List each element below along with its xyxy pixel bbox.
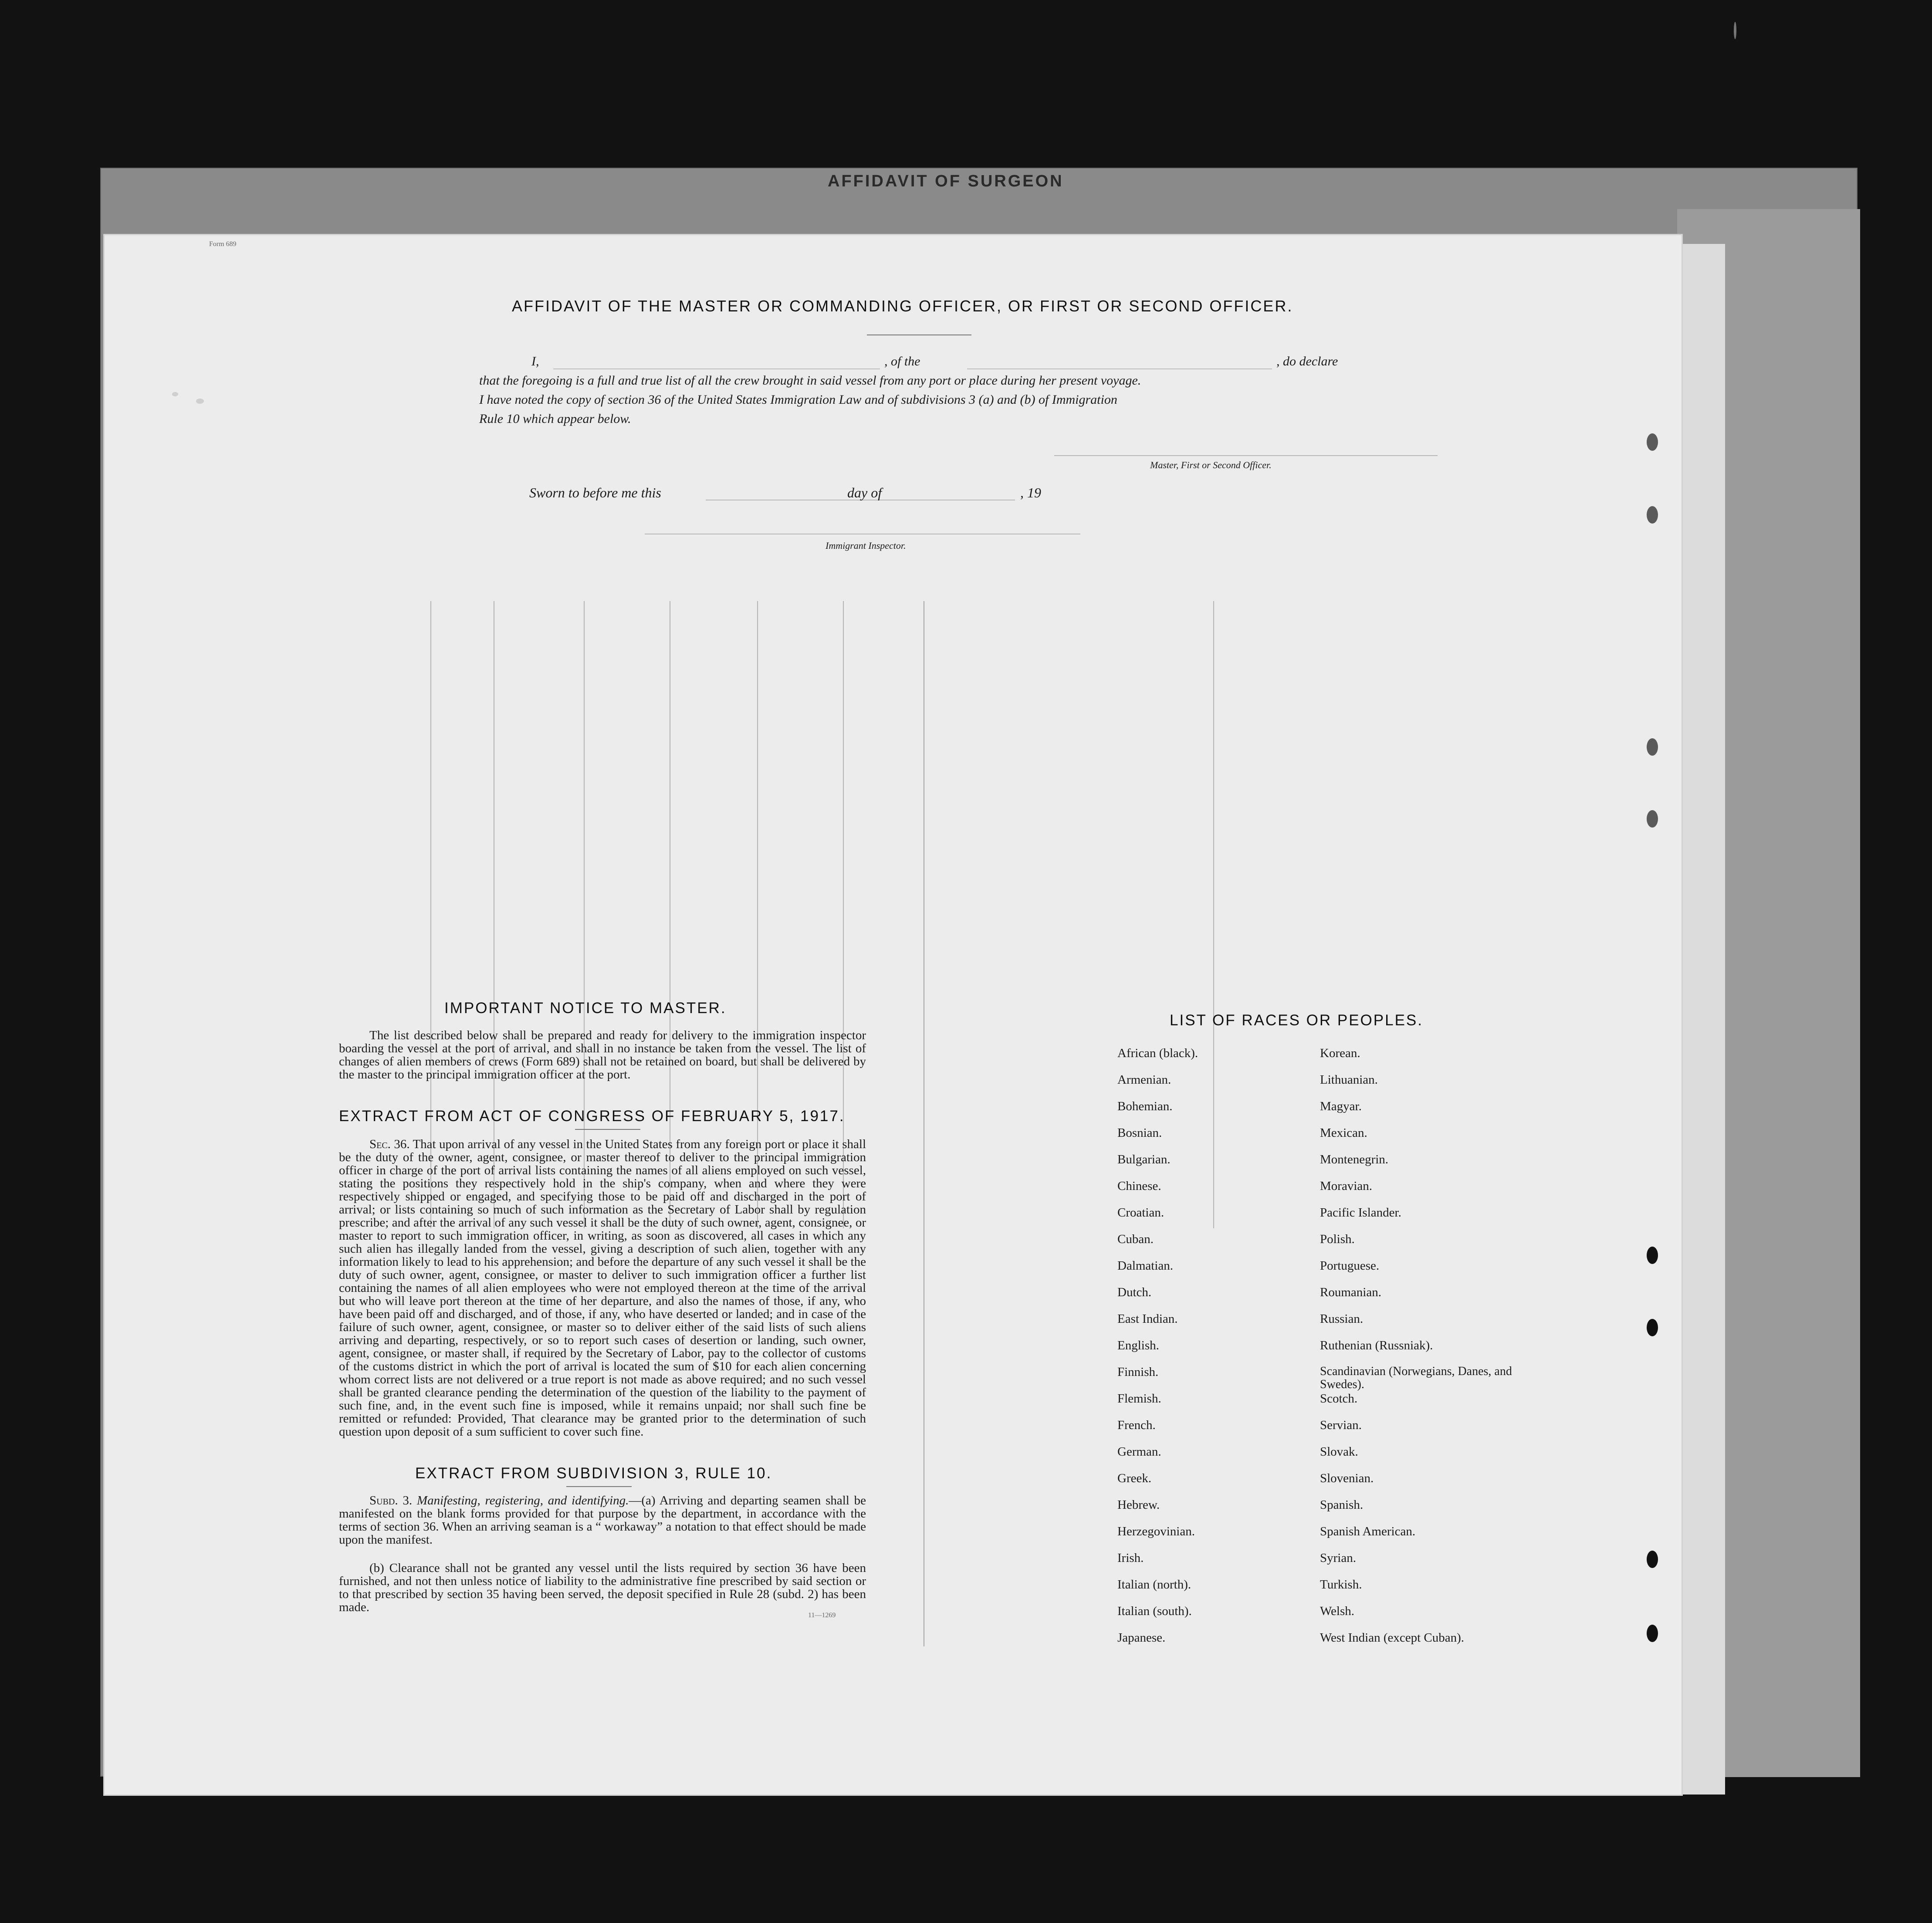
race-item: Greek. xyxy=(1117,1471,1152,1485)
subd-3-heading: Manifesting, registering, and identifying. xyxy=(416,1494,629,1507)
race-item: Roumanian. xyxy=(1320,1285,1381,1299)
binder-hole xyxy=(1647,1551,1658,1568)
extract-rule-body-a xyxy=(339,1494,866,1546)
name-blank xyxy=(553,368,880,369)
race-item: Spanish. xyxy=(1320,1498,1364,1512)
race-item: Italian (south). xyxy=(1117,1604,1192,1618)
declaration-line-2: that the foregoing is a full and true list of all the crew brought in said vessel from any port or place during her present voyage. xyxy=(479,373,1141,388)
binder-hole xyxy=(1647,1625,1658,1642)
race-item: English. xyxy=(1117,1338,1159,1352)
underlying-form-title: AFFIDAVIT OF SURGEON xyxy=(828,172,1064,190)
races-title: LIST OF RACES OR PEOPLES. xyxy=(1170,1012,1424,1029)
race-item: African (black). xyxy=(1117,1046,1198,1060)
race-item: Turkish. xyxy=(1320,1578,1362,1592)
race-item: Bosnian. xyxy=(1117,1126,1162,1140)
race-item: Flemish. xyxy=(1117,1392,1161,1406)
race-item: Dutch. xyxy=(1117,1285,1152,1299)
race-item: Ruthenian (Russniak). xyxy=(1320,1338,1433,1352)
race-item: West Indian (except Cuban). xyxy=(1320,1631,1465,1645)
race-item: French. xyxy=(1117,1418,1156,1432)
race-item: East Indian. xyxy=(1117,1312,1178,1326)
race-item: Scotch. xyxy=(1320,1392,1358,1406)
affidavit-title: AFFIDAVIT OF THE MASTER OR COMMANDING OFFICER, OR FIRST OR SECOND OFFICER. xyxy=(512,297,1293,315)
declaration-of-the: , of the xyxy=(884,354,920,368)
race-item: Herzegovinian. xyxy=(1117,1524,1195,1538)
binder-hole xyxy=(1647,433,1658,451)
declaration-block xyxy=(479,352,1350,429)
extract-act-rule xyxy=(575,1129,640,1130)
race-item: Mexican. xyxy=(1320,1126,1367,1140)
subd-3-label: Subd. 3. xyxy=(369,1494,413,1507)
race-item: Magyar. xyxy=(1320,1099,1362,1113)
race-item: Chinese. xyxy=(1117,1179,1161,1193)
race-item: Moravian. xyxy=(1320,1179,1372,1193)
inspector-signature-caption: Immigrant Inspector. xyxy=(826,540,906,551)
vessel-blank xyxy=(967,368,1272,369)
race-item: Servian. xyxy=(1320,1418,1362,1432)
notice-text: The list described below shall be prepared and ready for delivery to the immigration inspector boarding the vessel at the port of arrival, and shall in no instance be taken from the vessel. The list of changes of alien members of crews (Form 689) shall not be retained on board, but shall be delivered by the master to the principal immigration officer at the port. xyxy=(339,1028,866,1081)
race-item: Finnish. xyxy=(1117,1365,1159,1379)
race-item: Russian. xyxy=(1320,1312,1364,1326)
declaration-line-4: Rule 10 which appear below. xyxy=(479,412,631,426)
race-item: Lithuanian. xyxy=(1320,1073,1378,1087)
sworn-text: Sworn to before me this xyxy=(529,485,661,500)
column-rule xyxy=(430,601,431,1228)
race-item: Bohemian. xyxy=(1117,1099,1173,1113)
column-rule xyxy=(843,601,844,1228)
column-rule xyxy=(757,601,758,1228)
race-item: Korean. xyxy=(1320,1046,1360,1060)
film-speck xyxy=(172,392,178,396)
film-speck xyxy=(196,399,204,404)
declaration-do-declare: , do declare xyxy=(1276,354,1338,368)
race-item: Pacific Islander. xyxy=(1320,1206,1401,1220)
sworn-day-of: day of xyxy=(847,485,882,500)
race-item: Dalmatian. xyxy=(1117,1259,1174,1273)
master-signature-line xyxy=(1054,455,1438,456)
binder-hole xyxy=(1647,1319,1658,1336)
races-column-2 xyxy=(1320,1046,1546,1657)
extract-act-title: EXTRACT FROM ACT OF CONGRESS OF FEBRUARY 5, 1917. xyxy=(339,1108,845,1125)
race-item: Irish. xyxy=(1117,1551,1144,1565)
race-item: Japanese. xyxy=(1117,1631,1166,1645)
extract-rule-title: EXTRACT FROM SUBDIVISION 3, RULE 10. xyxy=(415,1465,772,1482)
race-item: Slovak. xyxy=(1320,1445,1358,1459)
print-code: 11—1269 xyxy=(808,1612,836,1619)
race-item: Italian (north). xyxy=(1117,1578,1191,1592)
sec-36-text: That upon arrival of any vessel in the United States from any foreign port or place it shall be the duty of the owner, agent, consignee, or master thereof to deliver to the principal immigration officer in charge of the port of arrival lists containing the names of all aliens employed on such vessel, stating the positions they respectively hold in the ship's company, when and where they were respectively shipped or engaged, and specifying those to be paid off and discharged in the port of arrival; or lists containing so much of such information as the Secretary of Labor shall by regulation prescribe; and after the arrival of any such vessel it shall be the duty of such owner, agent, consignee, or master to report to such immigration officer, in writing, as soon as discovered, all cases in which any such alien has illegally landed from the vessel, giving a description of such alien, together with any information likely to lead to his apprehension; and before the departure of any such vessel it shall be the duty of such owner, agent, consignee, or master to deliver to such immigration officer a further list containing the names of all alien employees who were not employed thereon at the time of the arrival but who will leave port thereon at the time of her departure, and also the names of those, if any, who have been paid off and discharged, and of those, if any, who have deserted or landed; and in case of the failure of such owner, agent, consignee, or master so to deliver either of the said lists of such aliens arriving and departing, respectively, or so to report such cases of desertion or landing, such owner, agent, consignee, or master shall, if required by the Secretary of Labor, pay to the collector of customs of the customs district in which the port of arrival is located the sum of $10 for each alien concerning whom correct lists are not delivered or a true report is not made as above required; and no such vessel shall be granted clearance pending the determination of the question of the liability to the payment of such fine, and, in the event such fine is imposed, while it remains unpaid; nor shall such fine be remitted or refunded: Provided, That clearance may be granted prior to the determination of such question upon deposit of a sum sufficient to cover such fine. xyxy=(339,1137,866,1439)
race-item: Montenegrin. xyxy=(1320,1152,1389,1166)
notice-title: IMPORTANT NOTICE TO MASTER. xyxy=(444,1000,727,1017)
race-item: Slovenian. xyxy=(1320,1471,1374,1485)
race-item: Armenian. xyxy=(1117,1073,1171,1087)
race-item: Portuguese. xyxy=(1320,1259,1380,1273)
binder-hole xyxy=(1647,738,1658,756)
race-item: Polish. xyxy=(1320,1232,1355,1246)
extract-rule-rule xyxy=(566,1486,632,1487)
races-column-1 xyxy=(1117,1046,1300,1657)
subd-3-text-a: —(a) Arriving and departing seamen shall be manifested on the blank forms provided for that purpose by the department, in accordance with the terms of section 36. When an arriving seaman is a “ workaway” a notation to that effect should be made upon the manifest. xyxy=(339,1494,866,1547)
declaration-i: I, xyxy=(531,354,539,368)
race-item: Cuban. xyxy=(1117,1232,1154,1246)
race-item: Spanish American. xyxy=(1320,1524,1416,1538)
sec-36-label: Sec. 36. xyxy=(369,1137,410,1151)
race-item: Syrian. xyxy=(1320,1551,1356,1565)
race-item: Welsh. xyxy=(1320,1604,1355,1618)
column-rule xyxy=(584,601,585,1228)
race-item: Croatian. xyxy=(1117,1206,1164,1220)
extract-act-body xyxy=(339,1138,866,1438)
sworn-year: , 19 xyxy=(1020,485,1041,500)
race-item: Scandinavian (Norwegians, Danes, and Swedes). xyxy=(1320,1365,1512,1391)
form-sheet xyxy=(105,235,1682,1795)
race-item: Bulgarian. xyxy=(1117,1152,1171,1166)
film-speck xyxy=(1734,22,1736,39)
binder-hole xyxy=(1647,506,1658,524)
form-number: Form 689 xyxy=(209,240,237,248)
subd-3-text-b: (b) Clearance shall not be granted any vessel until the lists required by section 36 have been furnished, and not then unless notice of liability to the administrative fine prescribed by said section or to that prescribed by section 35 having been served, the deposit specified in Rule 28 (subd. 2) has been made. xyxy=(339,1561,866,1614)
race-item: Hebrew. xyxy=(1117,1498,1160,1512)
race-item: German. xyxy=(1117,1445,1161,1459)
master-signature-caption: Master, First or Second Officer. xyxy=(1150,460,1272,470)
binder-hole xyxy=(1647,1247,1658,1264)
binder-hole xyxy=(1647,810,1658,828)
declaration-line-3: I have noted the copy of section 36 of the United States Immigration Law and of subdivisions 3 (a) and (b) of Immigration xyxy=(479,392,1117,407)
